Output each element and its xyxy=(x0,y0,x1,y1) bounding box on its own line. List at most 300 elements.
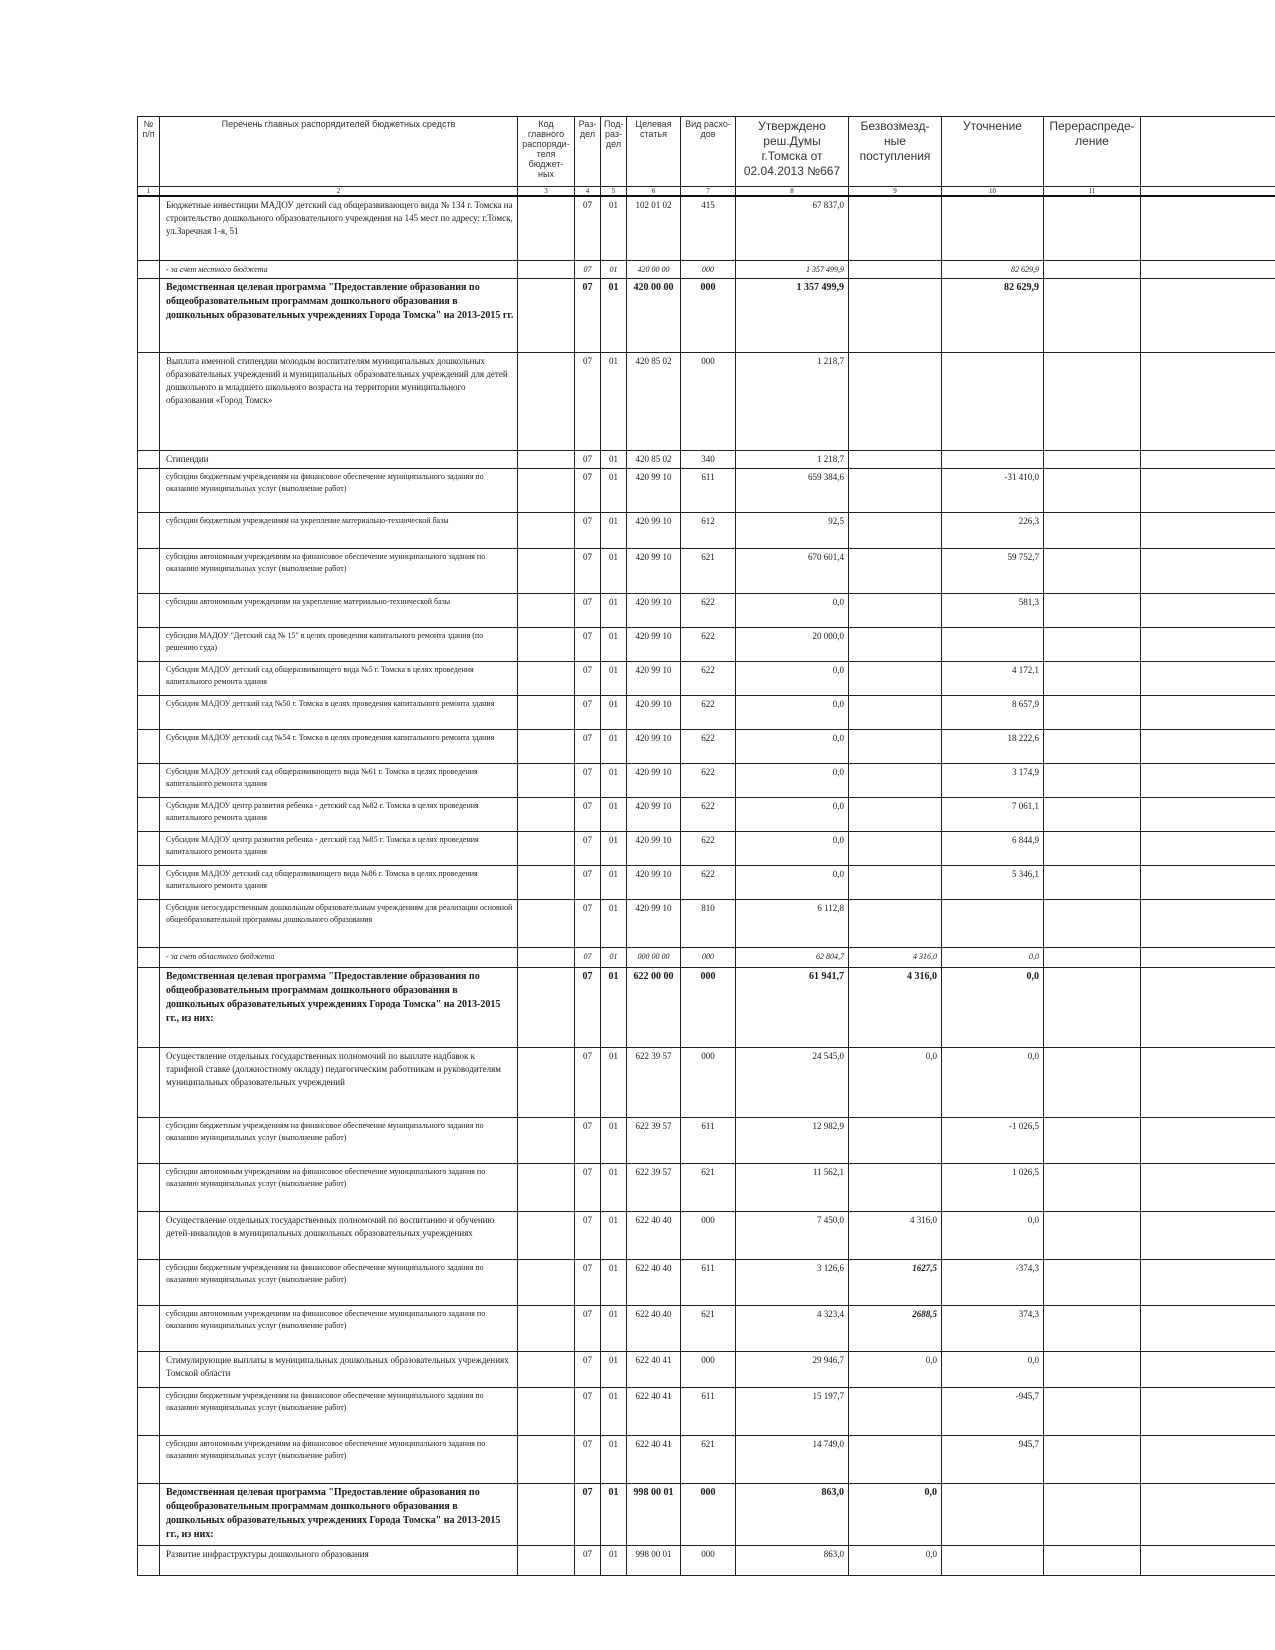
row-approved-cell: 7 450,0 xyxy=(736,1211,849,1259)
row-name-cell: Субсидия МАДОУ центр развития ребенка - детский сад №82 г. Томска в целях проведения капитального ремонта здания xyxy=(160,797,518,831)
row-extra-cell xyxy=(1141,967,1275,1047)
row-subsection-cell: 01 xyxy=(601,1163,627,1211)
row-extra-cell xyxy=(1141,1211,1275,1259)
row-refine-cell: -1 026,5 xyxy=(942,1117,1044,1163)
row-refine-cell xyxy=(942,196,1044,260)
header-name: Перечень главных распорядителей бюджетных средств xyxy=(160,117,518,187)
header-target: Целевая статья xyxy=(627,117,681,187)
row-free-cell xyxy=(849,661,942,695)
row-redistr-cell xyxy=(1044,729,1141,763)
row-redistr-cell xyxy=(1044,512,1141,548)
row-code-cell xyxy=(518,947,575,967)
row-subsection-cell: 01 xyxy=(601,1211,627,1259)
row-redistr-cell xyxy=(1044,947,1141,967)
table-row xyxy=(138,1259,1275,1305)
header-num: № п/п xyxy=(138,117,160,187)
row-free-cell: 0,0 xyxy=(849,1047,942,1117)
row-exptype-cell: 000 xyxy=(681,1483,736,1545)
row-target-cell: 622 40 41 xyxy=(627,1351,681,1387)
row-approved-cell: 6 112,8 xyxy=(736,899,849,947)
row-section-cell: 07 xyxy=(575,1545,601,1575)
row-num-cell xyxy=(138,763,160,797)
row-num-cell xyxy=(138,661,160,695)
row-code-cell xyxy=(518,899,575,947)
table-row xyxy=(138,1435,1275,1483)
row-num-cell xyxy=(138,899,160,947)
row-num-cell xyxy=(138,278,160,352)
header-subsection: Под-раз-дел xyxy=(601,117,627,187)
row-redistr-cell xyxy=(1044,831,1141,865)
row-name-cell: Субсидия МАДОУ детский сад №54 г. Томска в целях проведения капитального ремонта здания xyxy=(160,729,518,763)
row-redistr-cell xyxy=(1044,1483,1141,1545)
row-section-cell: 07 xyxy=(575,1435,601,1483)
row-extra-cell xyxy=(1141,468,1275,512)
row-approved-cell: 62 804,7 xyxy=(736,947,849,967)
row-free-cell xyxy=(849,865,942,899)
row-target-cell: 622 39 57 xyxy=(627,1047,681,1117)
table-row xyxy=(138,763,1275,797)
row-exptype-cell: 622 xyxy=(681,797,736,831)
row-extra-cell xyxy=(1141,1387,1275,1435)
row-approved-cell: 0,0 xyxy=(736,593,849,627)
row-approved-cell: 1 357 499,9 xyxy=(736,260,849,278)
table-row xyxy=(138,865,1275,899)
row-approved-cell: 1 218,7 xyxy=(736,352,849,450)
row-subsection-cell: 01 xyxy=(601,260,627,278)
row-free-cell xyxy=(849,593,942,627)
row-redistr-cell xyxy=(1044,967,1141,1047)
row-approved-cell: 0,0 xyxy=(736,797,849,831)
row-num-cell xyxy=(138,1483,160,1545)
row-name-cell: субсидии автономным учреждениям на финансовое обеспечение муниципального задания по оказанию муниципальных услуг (выполнение работ) xyxy=(160,548,518,593)
row-target-cell: 420 99 10 xyxy=(627,627,681,661)
row-section-cell: 07 xyxy=(575,593,601,627)
row-code-cell xyxy=(518,1117,575,1163)
row-subsection-cell: 01 xyxy=(601,831,627,865)
row-section-cell: 07 xyxy=(575,352,601,450)
row-section-cell: 07 xyxy=(575,797,601,831)
row-code-cell xyxy=(518,967,575,1047)
budget-table-sheet xyxy=(137,116,1275,1576)
row-name-cell: субсидии автономным учреждениям на финансовое обеспечение муниципального задания по оказанию муниципальных услуг (выполнение работ) xyxy=(160,1305,518,1351)
row-subsection-cell: 01 xyxy=(601,627,627,661)
row-section-cell: 07 xyxy=(575,1163,601,1211)
row-num-cell xyxy=(138,967,160,1047)
row-code-cell xyxy=(518,260,575,278)
row-name-cell: субсидии бюджетным учреждениям на финансовое обеспечение муниципального задания по оказанию муниципальных услуг (выполнение работ) xyxy=(160,1387,518,1435)
row-target-cell: 420 99 10 xyxy=(627,831,681,865)
row-refine-cell xyxy=(942,352,1044,450)
row-refine-cell xyxy=(942,1545,1044,1575)
row-num-cell xyxy=(138,1545,160,1575)
row-exptype-cell: 621 xyxy=(681,1163,736,1211)
row-free-cell xyxy=(849,797,942,831)
row-redistr-cell xyxy=(1044,593,1141,627)
row-section-cell: 07 xyxy=(575,865,601,899)
row-redistr-cell xyxy=(1044,1545,1141,1575)
row-target-cell: 622 40 40 xyxy=(627,1211,681,1259)
row-target-cell: 420 00 00 xyxy=(627,278,681,352)
row-target-cell: 420 85 02 xyxy=(627,352,681,450)
row-target-cell: 622 40 40 xyxy=(627,1259,681,1305)
table-body xyxy=(138,187,1275,1576)
row-name-cell: Ведомственная целевая программа "Предоставление образования по общеобразовательным программам дошкольного образования в дошкольных образовательных учреждениях Города Томска" на 2013-2015 гг. xyxy=(160,278,518,352)
row-subsection-cell: 01 xyxy=(601,899,627,947)
row-refine-cell: 374,3 xyxy=(942,1305,1044,1351)
row-num-cell xyxy=(138,548,160,593)
row-section-cell: 07 xyxy=(575,196,601,260)
row-extra-cell xyxy=(1141,1259,1275,1305)
row-free-cell: 1627,5 xyxy=(849,1259,942,1305)
table-row xyxy=(138,548,1275,593)
row-free-cell xyxy=(849,512,942,548)
colnum: 3 xyxy=(518,187,575,197)
row-exptype-cell: 000 xyxy=(681,260,736,278)
row-name-cell: Осуществление отдельных государственных полномочий по воспитанию и обучению детей-инвалидов в муниципальных дошкольных образовательных учреждениях xyxy=(160,1211,518,1259)
row-extra-cell xyxy=(1141,1483,1275,1545)
row-subsection-cell: 01 xyxy=(601,352,627,450)
row-refine-cell: 6 844,9 xyxy=(942,831,1044,865)
row-exptype-cell: 621 xyxy=(681,1435,736,1483)
header-redistr: Перераспреде-ление xyxy=(1044,117,1141,187)
row-section-cell: 07 xyxy=(575,1047,601,1117)
row-code-cell xyxy=(518,1387,575,1435)
row-redistr-cell xyxy=(1044,899,1141,947)
row-free-cell xyxy=(849,763,942,797)
row-code-cell xyxy=(518,278,575,352)
row-num-cell xyxy=(138,1163,160,1211)
row-extra-cell xyxy=(1141,797,1275,831)
row-extra-cell xyxy=(1141,260,1275,278)
row-name-cell: Выплата именной стипендии молодым воспитателям муниципальных дошкольных образовательных учреждений и муниципальных образовательных учреждений для детей дошкольного и младшего школьного возраста на территории муниципального образования «Город Томск» xyxy=(160,352,518,450)
row-approved-cell: 1 218,7 xyxy=(736,450,849,468)
row-section-cell: 07 xyxy=(575,695,601,729)
row-exptype-cell: 000 xyxy=(681,1351,736,1387)
row-num-cell xyxy=(138,196,160,260)
row-name-cell: Субсидия МАДОУ детский сад общеразвивающего вида №5 г. Томска в целях проведения капитального ремонта здания xyxy=(160,661,518,695)
row-target-cell: 622 40 41 xyxy=(627,1435,681,1483)
row-target-cell: 420 99 10 xyxy=(627,797,681,831)
row-approved-cell: 20 000,0 xyxy=(736,627,849,661)
row-exptype-cell: 000 xyxy=(681,352,736,450)
row-extra-cell xyxy=(1141,196,1275,260)
row-subsection-cell: 01 xyxy=(601,468,627,512)
row-code-cell xyxy=(518,352,575,450)
table-row xyxy=(138,278,1275,352)
row-num-cell xyxy=(138,593,160,627)
row-refine-cell: -31 410,0 xyxy=(942,468,1044,512)
row-approved-cell: 61 941,7 xyxy=(736,967,849,1047)
row-refine-cell: 0,0 xyxy=(942,947,1044,967)
row-redistr-cell xyxy=(1044,468,1141,512)
row-extra-cell xyxy=(1141,947,1275,967)
row-name-cell: субсидии автономным учреждениям на укрепление материально-технической базы xyxy=(160,593,518,627)
row-subsection-cell: 01 xyxy=(601,797,627,831)
row-extra-cell xyxy=(1141,1435,1275,1483)
row-section-cell: 07 xyxy=(575,1305,601,1351)
row-target-cell: 998 00 01 xyxy=(627,1545,681,1575)
row-target-cell: 420 99 10 xyxy=(627,593,681,627)
row-free-cell xyxy=(849,450,942,468)
row-approved-cell: 29 946,7 xyxy=(736,1351,849,1387)
row-code-cell xyxy=(518,548,575,593)
row-name-cell: Развитие инфраструктуры дошкольного образования xyxy=(160,1545,518,1575)
row-approved-cell: 863,0 xyxy=(736,1483,849,1545)
row-redistr-cell xyxy=(1044,278,1141,352)
row-section-cell: 07 xyxy=(575,548,601,593)
row-refine-cell: 18 222,6 xyxy=(942,729,1044,763)
row-redistr-cell xyxy=(1044,1351,1141,1387)
row-num-cell xyxy=(138,1387,160,1435)
row-refine-cell xyxy=(942,1483,1044,1545)
row-name-cell: Осуществление отдельных государственных полномочий по выплате надбавок к тарифной ставке (должностному окладу) педагогическим работникам и руководителям муниципальных образовательных учреждений xyxy=(160,1047,518,1117)
row-subsection-cell: 01 xyxy=(601,1047,627,1117)
row-section-cell: 07 xyxy=(575,661,601,695)
row-num-cell xyxy=(138,1305,160,1351)
row-refine-cell: 581,3 xyxy=(942,593,1044,627)
row-section-cell: 07 xyxy=(575,763,601,797)
row-free-cell: 0,0 xyxy=(849,1483,942,1545)
table-row xyxy=(138,512,1275,548)
column-number-row xyxy=(138,187,1275,197)
row-refine-cell: 1 026,5 xyxy=(942,1163,1044,1211)
row-target-cell: 622 39 57 xyxy=(627,1117,681,1163)
row-redistr-cell xyxy=(1044,260,1141,278)
row-extra-cell xyxy=(1141,593,1275,627)
row-code-cell xyxy=(518,1435,575,1483)
row-name-cell: субсидии автономным учреждениям на финансовое обеспечение муниципального задания по оказанию муниципальных услуг (выполнение работ) xyxy=(160,1435,518,1483)
table-row xyxy=(138,260,1275,278)
row-target-cell: 622 39 57 xyxy=(627,1163,681,1211)
row-free-cell: 4 316,0 xyxy=(849,1211,942,1259)
row-approved-cell: 92,5 xyxy=(736,512,849,548)
row-num-cell xyxy=(138,512,160,548)
row-redistr-cell xyxy=(1044,450,1141,468)
row-approved-cell: 0,0 xyxy=(736,695,849,729)
row-section-cell: 07 xyxy=(575,831,601,865)
row-target-cell: 420 85 02 xyxy=(627,450,681,468)
row-section-cell: 07 xyxy=(575,947,601,967)
row-num-cell xyxy=(138,729,160,763)
row-num-cell xyxy=(138,865,160,899)
row-num-cell xyxy=(138,1259,160,1305)
row-num-cell xyxy=(138,1435,160,1483)
row-extra-cell xyxy=(1141,1305,1275,1351)
row-target-cell: 420 99 10 xyxy=(627,763,681,797)
row-name-cell: субсидии бюджетным учреждениям на укрепление материально-технической базы xyxy=(160,512,518,548)
row-extra-cell xyxy=(1141,831,1275,865)
row-refine-cell: 0,0 xyxy=(942,967,1044,1047)
colnum: 8 xyxy=(736,187,849,197)
row-free-cell xyxy=(849,695,942,729)
row-target-cell: 420 00 00 xyxy=(627,260,681,278)
row-exptype-cell: 622 xyxy=(681,661,736,695)
row-section-cell: 07 xyxy=(575,729,601,763)
row-refine-cell xyxy=(942,450,1044,468)
row-exptype-cell: 622 xyxy=(681,865,736,899)
row-name-cell: субсидия МАДОУ "Детский сад № 15" в целях проведения капитального ремонта здания (по решению суда) xyxy=(160,627,518,661)
row-code-cell xyxy=(518,1259,575,1305)
colnum: 11 xyxy=(1044,187,1141,197)
colnum: 4 xyxy=(575,187,601,197)
colnum: 1 xyxy=(138,187,160,197)
row-name-cell: субсидии бюджетным учреждениям на финансовое обеспечение муниципального задания по оказанию муниципальных услуг (выполнение работ) xyxy=(160,1259,518,1305)
row-code-cell xyxy=(518,763,575,797)
row-subsection-cell: 01 xyxy=(601,548,627,593)
row-free-cell xyxy=(849,548,942,593)
row-approved-cell: 3 126,6 xyxy=(736,1259,849,1305)
row-num-cell xyxy=(138,947,160,967)
row-subsection-cell: 01 xyxy=(601,196,627,260)
row-section-cell: 07 xyxy=(575,1387,601,1435)
row-target-cell: 420 99 10 xyxy=(627,899,681,947)
colnum: 9 xyxy=(849,187,942,197)
row-name-cell: Субсидия негосударственным дошкольным образовательным учреждениям для реализации основной общеобразовательной программы дошкольного образования xyxy=(160,899,518,947)
row-exptype-cell: 621 xyxy=(681,548,736,593)
row-name-cell: субсидии бюджетным учреждениям на финансовое обеспечение муниципального задания по оказанию муниципальных услуг (выполнение работ) xyxy=(160,1117,518,1163)
row-approved-cell: 0,0 xyxy=(736,763,849,797)
row-extra-cell xyxy=(1141,899,1275,947)
row-code-cell xyxy=(518,831,575,865)
row-redistr-cell xyxy=(1044,1387,1141,1435)
table-row xyxy=(138,1305,1275,1351)
row-approved-cell: 4 323,4 xyxy=(736,1305,849,1351)
row-code-cell xyxy=(518,729,575,763)
row-subsection-cell: 01 xyxy=(601,695,627,729)
row-code-cell xyxy=(518,695,575,729)
row-exptype-cell: 611 xyxy=(681,1259,736,1305)
row-refine-cell: 82 629,9 xyxy=(942,260,1044,278)
row-free-cell xyxy=(849,1435,942,1483)
row-subsection-cell: 01 xyxy=(601,763,627,797)
row-target-cell: 420 99 10 xyxy=(627,468,681,512)
row-subsection-cell: 01 xyxy=(601,1351,627,1387)
row-target-cell: 622 40 41 xyxy=(627,1387,681,1435)
table-row xyxy=(138,967,1275,1047)
row-approved-cell: 670 601,4 xyxy=(736,548,849,593)
row-free-cell: 4 316,0 xyxy=(849,967,942,1047)
table-row xyxy=(138,695,1275,729)
row-code-cell xyxy=(518,593,575,627)
row-extra-cell xyxy=(1141,1117,1275,1163)
row-section-cell: 07 xyxy=(575,1117,601,1163)
table-row xyxy=(138,1387,1275,1435)
row-redistr-cell xyxy=(1044,548,1141,593)
row-target-cell: 420 99 10 xyxy=(627,661,681,695)
row-section-cell: 07 xyxy=(575,1351,601,1387)
row-section-cell: 07 xyxy=(575,1211,601,1259)
row-redistr-cell xyxy=(1044,661,1141,695)
row-name-cell: Стипендии xyxy=(160,450,518,468)
row-subsection-cell: 01 xyxy=(601,1435,627,1483)
header-code: Код главного распоряди-теля бюджет-ных xyxy=(518,117,575,187)
row-exptype-cell: 622 xyxy=(681,763,736,797)
row-exptype-cell: 611 xyxy=(681,1387,736,1435)
row-section-cell: 07 xyxy=(575,512,601,548)
row-code-cell xyxy=(518,1545,575,1575)
row-section-cell: 07 xyxy=(575,1483,601,1545)
header-section: Раз-дел xyxy=(575,117,601,187)
row-subsection-cell: 01 xyxy=(601,593,627,627)
row-free-cell xyxy=(849,468,942,512)
row-redistr-cell xyxy=(1044,797,1141,831)
row-num-cell xyxy=(138,831,160,865)
row-code-cell xyxy=(518,1163,575,1211)
table-row xyxy=(138,468,1275,512)
row-extra-cell xyxy=(1141,1351,1275,1387)
row-code-cell xyxy=(518,627,575,661)
row-name-cell: Бюджетные инвестиции МАДОУ детский сад общеразвивающего вида № 134 г. Томска на строительство дошкольного образовательного учреждения на 145 мест по адресу: г.Томск, ул.Заречная 1-я, 51 xyxy=(160,196,518,260)
row-approved-cell: 11 562,1 xyxy=(736,1163,849,1211)
row-approved-cell: 15 197,7 xyxy=(736,1387,849,1435)
row-exptype-cell: 622 xyxy=(681,695,736,729)
row-refine-cell: 0,0 xyxy=(942,1351,1044,1387)
row-extra-cell xyxy=(1141,729,1275,763)
row-extra-cell xyxy=(1141,450,1275,468)
header-refine: Уточнение xyxy=(942,117,1044,187)
row-free-cell: 4 316,0 xyxy=(849,947,942,967)
row-refine-cell xyxy=(942,899,1044,947)
row-code-cell xyxy=(518,512,575,548)
row-target-cell: 420 99 10 xyxy=(627,865,681,899)
row-code-cell xyxy=(518,196,575,260)
row-free-cell: 0,0 xyxy=(849,1545,942,1575)
row-refine-cell: 5 346,1 xyxy=(942,865,1044,899)
row-refine-cell: 945,7 xyxy=(942,1435,1044,1483)
row-num-cell xyxy=(138,450,160,468)
row-num-cell xyxy=(138,468,160,512)
row-target-cell: 622 40 40 xyxy=(627,1305,681,1351)
table-row xyxy=(138,947,1275,967)
header-free: Безвозмезд-ные поступления xyxy=(849,117,942,187)
row-redistr-cell xyxy=(1044,1305,1141,1351)
table-row xyxy=(138,1211,1275,1259)
row-subsection-cell: 01 xyxy=(601,661,627,695)
colnum: 2 xyxy=(160,187,518,197)
row-name-cell: Ведомственная целевая программа "Предоставление образования по общеобразовательным программам дошкольного образования в дошкольных образовательных учреждениях Города Томска" на 2013-2015 гг., из них: xyxy=(160,967,518,1047)
row-name-cell: Субсидия МАДОУ детский сад №50 г. Томска в целях проведения капитального ремонта здания xyxy=(160,695,518,729)
table-row xyxy=(138,899,1275,947)
row-redistr-cell xyxy=(1044,1047,1141,1117)
row-approved-cell: 24 545,0 xyxy=(736,1047,849,1117)
row-exptype-cell: 000 xyxy=(681,1545,736,1575)
table-row xyxy=(138,593,1275,627)
row-approved-cell: 659 384,6 xyxy=(736,468,849,512)
row-refine-cell: 0,0 xyxy=(942,1211,1044,1259)
row-extra-cell xyxy=(1141,661,1275,695)
row-exptype-cell: 612 xyxy=(681,512,736,548)
table-row xyxy=(138,1545,1275,1575)
row-redistr-cell xyxy=(1044,1163,1141,1211)
row-redistr-cell xyxy=(1044,1435,1141,1483)
row-extra-cell xyxy=(1141,865,1275,899)
header-extra xyxy=(1141,117,1275,187)
row-section-cell: 07 xyxy=(575,260,601,278)
row-redistr-cell xyxy=(1044,627,1141,661)
row-free-cell xyxy=(849,729,942,763)
colnum: 10 xyxy=(942,187,1044,197)
row-refine-cell: 3 174,9 xyxy=(942,763,1044,797)
row-exptype-cell: 000 xyxy=(681,1047,736,1117)
row-target-cell: 420 99 10 xyxy=(627,695,681,729)
row-extra-cell xyxy=(1141,1545,1275,1575)
row-approved-cell: 67 837,0 xyxy=(736,196,849,260)
row-subsection-cell: 01 xyxy=(601,450,627,468)
row-exptype-cell: 340 xyxy=(681,450,736,468)
row-free-cell xyxy=(849,1163,942,1211)
row-name-cell: - за счет местного бюджета xyxy=(160,260,518,278)
row-extra-cell xyxy=(1141,627,1275,661)
